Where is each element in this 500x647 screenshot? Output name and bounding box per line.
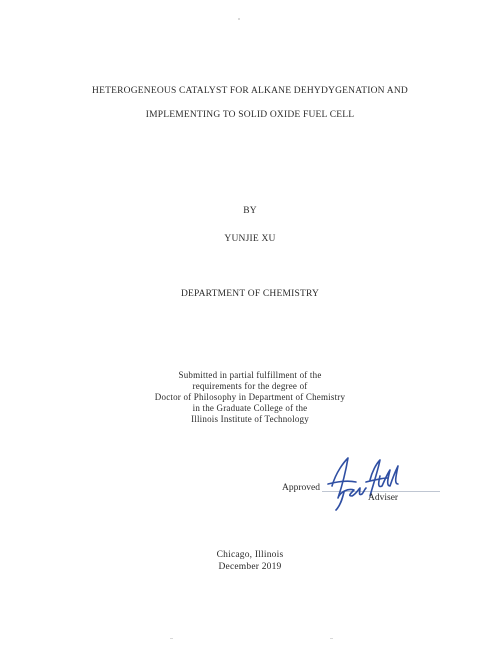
- date: December 2019: [218, 562, 282, 572]
- department-name: DEPARTMENT OF CHEMISTRY: [180, 289, 320, 299]
- submission-line-3: Doctor of Philosophy in Department of Chemistry: [154, 392, 346, 402]
- author-name: YUNJIE XU: [224, 234, 276, 244]
- scan-speck: [330, 638, 333, 639]
- submission-line-5: Illinois Institute of Technology: [191, 414, 309, 424]
- approved-label: Approved: [282, 483, 320, 493]
- adviser-label: Adviser: [368, 493, 399, 503]
- scan-speck: [238, 18, 240, 20]
- title-line-2: IMPLEMENTING TO SOLID OXIDE FUEL CELL: [145, 110, 355, 120]
- submission-line-4: in the Graduate College of the: [192, 403, 308, 413]
- submission-line-2: requirements for the degree of: [192, 381, 308, 391]
- scan-speck: [170, 638, 173, 639]
- location: Chicago, Illinois: [216, 550, 284, 560]
- by-label: BY: [243, 206, 257, 216]
- title-line-1: HETEROGENEOUS CATALYST FOR ALKANE DEHYDYGENATION AND: [92, 86, 408, 96]
- submission-line-1: Submitted in partial fulfillment of the: [178, 370, 322, 380]
- adviser-signature: [318, 452, 402, 514]
